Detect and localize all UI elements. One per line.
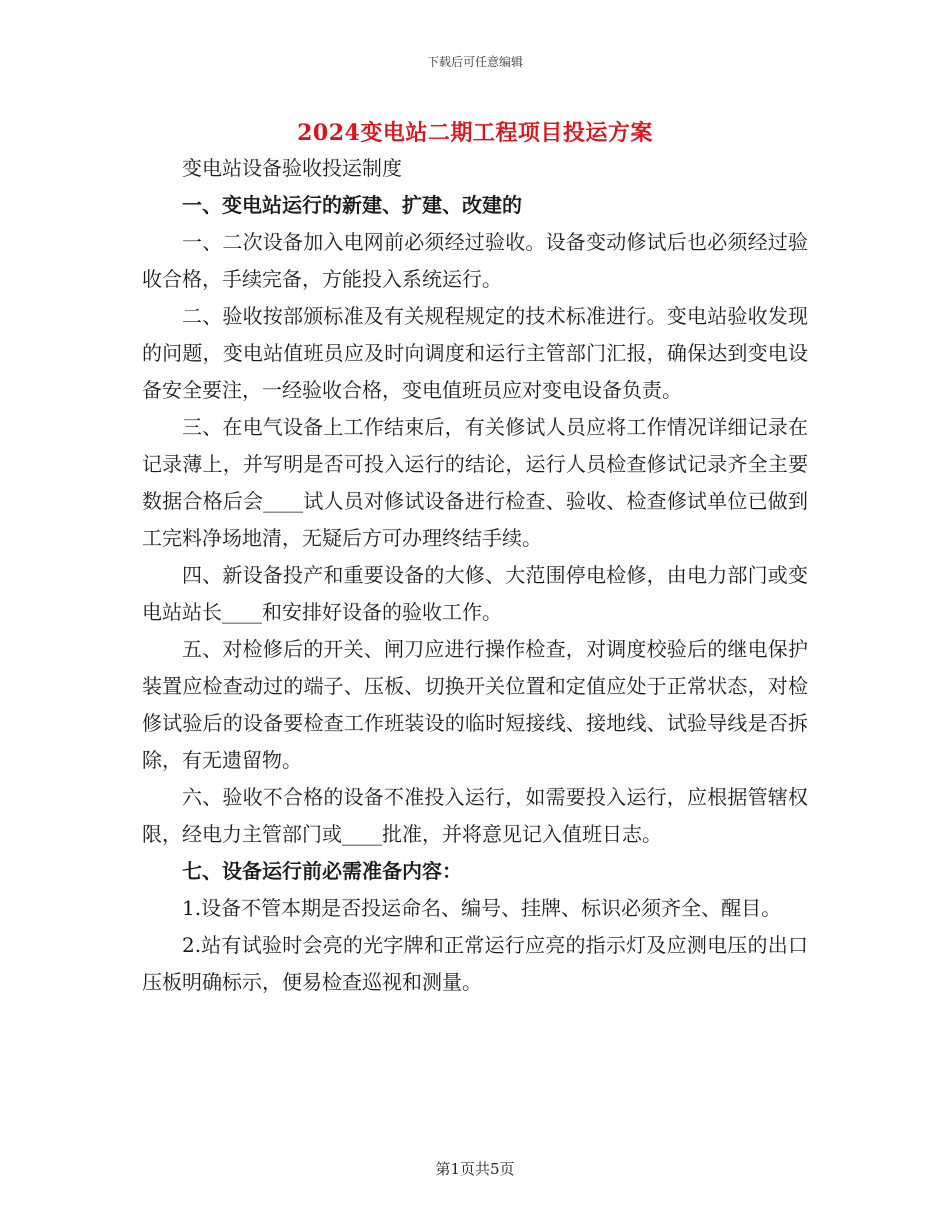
paragraph-item-5: 五、对检修后的开关、闸刀应进行操作检查，对调度校验后的继电保护装置应检查动过的端子、压板、切换开关位置和定值应处于正常状态，对检修试验后的设备要检查工作班装设的临时短接线、接地线、试验导线是否拆除，有无遗留物。 <box>142 637 808 772</box>
paragraph-heading-7: 七、设备运行前必需准备内容： <box>182 859 462 883</box>
paragraph-item-6: 六、验收不合格的设备不准投入运行，如需要投入运行，应根据管辖权限，经电力主管部门或____批准，并将意见记入值班日志。 <box>142 785 808 846</box>
paragraph-item-1: 一、二次设备加入电网前必须经过验收。设备变动修试后也必须经过验收合格，手续完备，方能投入系统运行。 <box>142 230 808 291</box>
page-footer: 第1页共5页 <box>435 1160 515 1178</box>
document-body <box>142 150 808 1001</box>
paragraph-subitem-2: 2.站有试验时会亮的光字牌和正常运行应亮的指示灯及应测电压的出口压板明确标示，便易检查巡视和测量。 <box>142 933 808 994</box>
paragraph-item-4: 四、新设备投产和重要设备的大修、大范围停电检修，由电力部门或变电站站长____和安排好设备的验收工作。 <box>142 563 808 624</box>
paragraph-heading-1: 一、变电站运行的新建、扩建、改建的 <box>182 193 522 217</box>
paragraph-subtitle: 变电站设备验收投运制度 <box>182 156 402 180</box>
paragraph-item-2: 二、验收按部颁标准及有关规程规定的技术标准进行。变电站验收发现的问题，变电站值班员应及时向调度和运行主管部门汇报，确保达到变电设备安全要注，一经验收合格，变电值班员应对变电设备负责。 <box>142 304 808 402</box>
document-title: 2024变电站二期工程项目投运方案 <box>297 120 653 146</box>
header-note: 下载后可任意编辑 <box>426 55 523 69</box>
paragraph-subitem-1: 1.设备不管本期是否投运命名、编号、挂牌、标识必须齐全、醒目。 <box>182 896 782 920</box>
paragraph-item-3: 三、在电气设备上工作结束后，有关修试人员应将工作情况详细记录在记录薄上，并写明是否可投入运行的结论，运行人员检查修试记录齐全主要数据合格后会____试人员对修试设备进行检查、验收、检查修试单位已做到工完料净场地清，无疑后方可办理终结手续。 <box>142 415 808 550</box>
